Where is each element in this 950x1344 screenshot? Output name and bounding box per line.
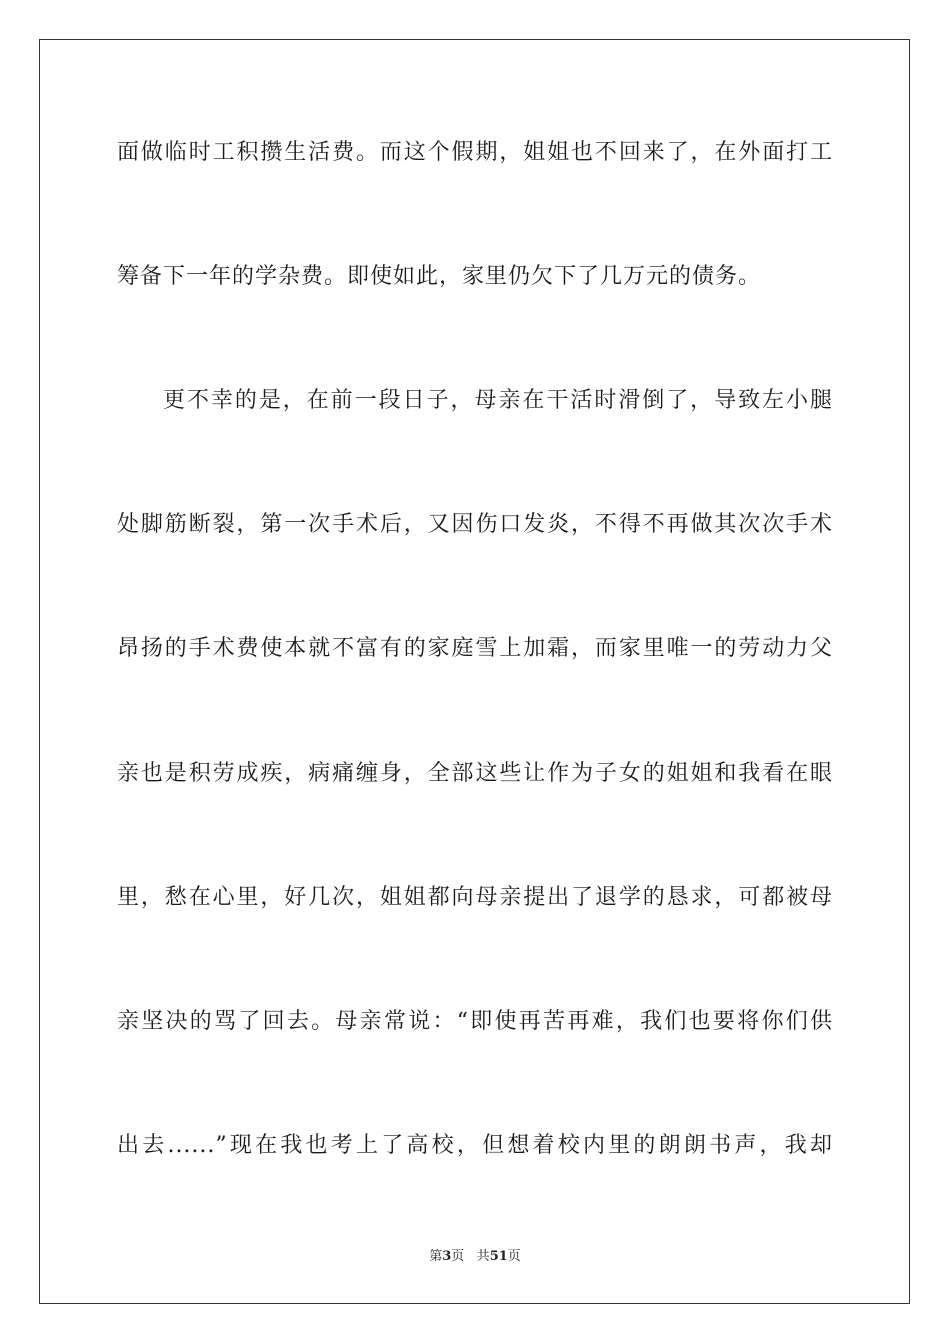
- page-border: [39, 39, 910, 1304]
- page-suffix: 页: [451, 1249, 465, 1264]
- paragraph-line: 亲坚决的骂了回去。母亲常说：“即使再苦再难，我们也要将你们供: [117, 1009, 833, 1034]
- paragraph-line: 里，愁在心里，好几次，姐姐都向母亲提出了退学的恳求，可都被母: [117, 885, 833, 910]
- page-prefix: 第: [429, 1249, 443, 1264]
- paragraph-line: 筹备下一年的学杂费。即使如此，家里仍欠下了几万元的债务。: [117, 264, 762, 289]
- paragraph-line: 出去......”现在我也考上了高校，但想着校内里的朗朗书声，我却: [117, 1133, 833, 1158]
- page-footer: [0, 1248, 950, 1266]
- paragraph-line: 昂扬的手术费使本就不富有的家庭雪上加霜，而家里唯一的劳动力父: [117, 636, 833, 661]
- total-suffix: 页: [507, 1249, 521, 1264]
- paragraph-line: 处脚筋断裂，第一次手术后，又因伤口发炎，不得不再做其次次手术: [117, 512, 833, 537]
- total-page-count: 51: [489, 1249, 508, 1264]
- total-prefix: 共: [476, 1249, 490, 1264]
- current-page-number: 3: [442, 1249, 452, 1264]
- paragraph-line: 更不幸的是，在前一段日子，母亲在干活时滑倒了，导致左小腿: [163, 388, 833, 413]
- paragraph-line: 面做临时工积攒生活费。而这个假期，姐姐也不回来了，在外面打工: [117, 140, 833, 165]
- paragraph-line: 亲也是积劳成疾，病痛缠身，全部这些让作为子女的姐姐和我看在眼: [117, 761, 833, 786]
